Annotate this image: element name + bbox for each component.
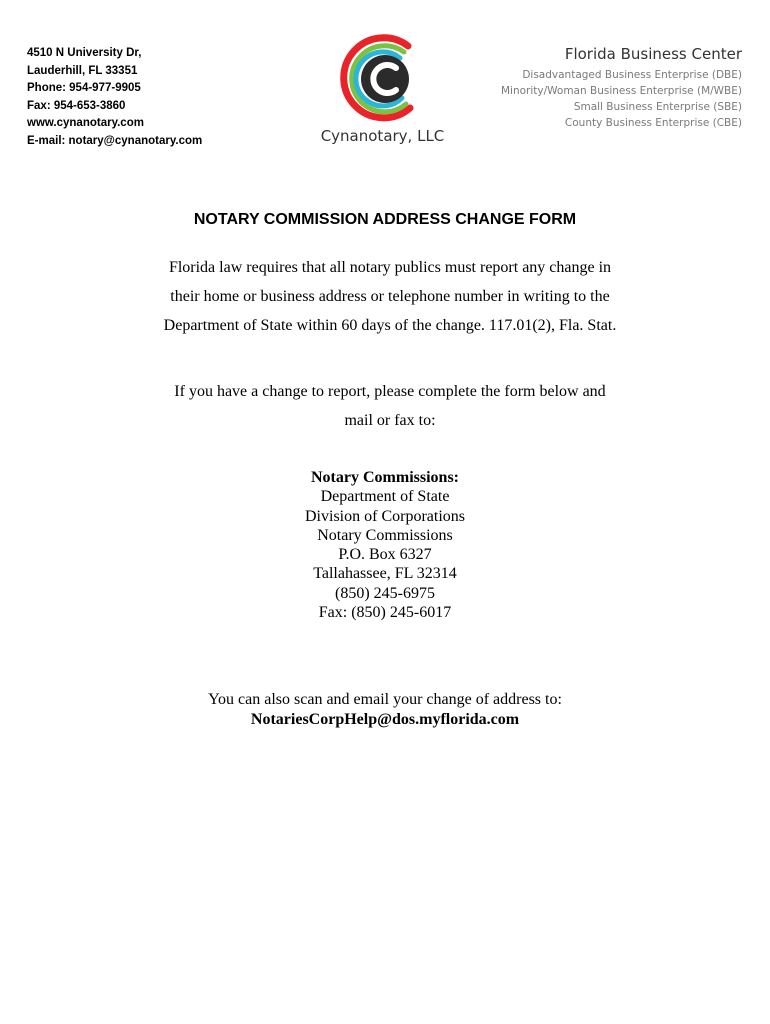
address-line: Tallahassee, FL 32314 bbox=[313, 565, 457, 583]
certification-cbe: County Business Enterprise (CBE) bbox=[564, 117, 742, 129]
cynanotary-c-logo-icon bbox=[338, 34, 426, 122]
certification-mwbe: Minority/Woman Business Enterprise (M/WBE) bbox=[500, 85, 742, 97]
address-line-2: Lauderhill, FL 33351 bbox=[27, 64, 138, 77]
fax-number: Fax: 954-653-3860 bbox=[27, 99, 126, 112]
email-option bbox=[0, 690, 770, 730]
instruction-line: mail or fax to: bbox=[344, 412, 436, 429]
certification-dbe: Disadvantaged Business Enterprise (DBE) bbox=[522, 69, 742, 81]
contact-block bbox=[27, 45, 202, 150]
mailing-address-heading: Notary Commissions: bbox=[311, 469, 459, 486]
business-center-block bbox=[501, 45, 742, 131]
address-line: Division of Corporations bbox=[305, 507, 465, 525]
address-line: Department of State bbox=[320, 488, 450, 506]
intro-line: Florida law requires that all notary publics must report any change in bbox=[168, 259, 612, 276]
address-line-1: 4510 N University Dr, bbox=[27, 47, 142, 59]
certification-sbe: Small Business Enterprise (SBE) bbox=[573, 101, 742, 113]
company-logo bbox=[300, 30, 465, 155]
company-name: Cynanotary, LLC bbox=[320, 127, 445, 145]
instruction-paragraph bbox=[100, 377, 680, 435]
instruction-line: If you have a change to report, please complete the form below and bbox=[174, 383, 606, 400]
email-link[interactable]: E-mail: notary@cynanotary.com bbox=[27, 134, 203, 147]
address-phone: (850) 245-6975 bbox=[335, 584, 435, 602]
mailing-address bbox=[0, 468, 770, 622]
address-fax: Fax: (850) 245-6017 bbox=[318, 604, 452, 622]
phone-number: Phone: 954-977-9905 bbox=[27, 82, 141, 94]
submission-email-link[interactable]: NotariesCorpHelp@dos.myflorida.com bbox=[250, 711, 520, 728]
email-option-text: You can also scan and email your change of address to: bbox=[208, 691, 562, 708]
address-line: Notary Commissions bbox=[317, 526, 453, 544]
intro-line: Department of State within 60 days of the change. 117.01(2), Fla. Stat. bbox=[163, 317, 617, 334]
address-line: P.O. Box 6327 bbox=[338, 546, 432, 564]
website-link[interactable]: www.cynanotary.com bbox=[27, 117, 144, 129]
business-center-title: Florida Business Center bbox=[564, 45, 742, 63]
form-title: NOTARY COMMISSION ADDRESS CHANGE FORM bbox=[193, 211, 577, 228]
intro-paragraph bbox=[100, 253, 680, 340]
intro-line: their home or business address or telephone number in writing to the bbox=[170, 288, 610, 305]
